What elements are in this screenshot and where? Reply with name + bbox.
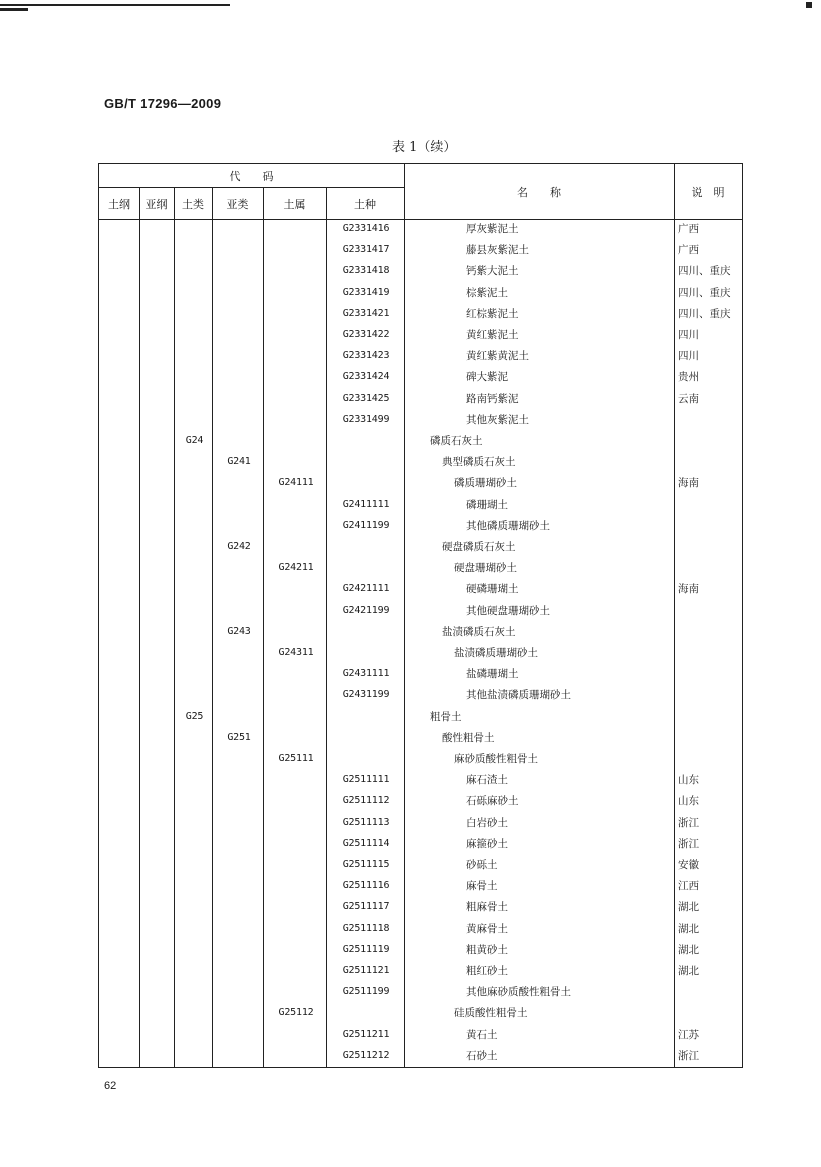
soil-name: 磷质珊瑚砂土	[454, 477, 517, 490]
soil-name: 硬盘磷质石灰土	[442, 541, 516, 553]
soil-name: 粗红砂土	[466, 965, 508, 977]
soil-code: G24	[185, 435, 204, 446]
column-header-tushu: 土属	[283, 198, 306, 211]
soil-name: 酸性粗骨土	[442, 731, 495, 744]
soil-code: G25111	[278, 753, 314, 764]
soil-name: 磷质石灰土	[430, 435, 483, 447]
soil-code: G25	[185, 710, 204, 722]
soil-name: 硬盘珊瑚砂土	[454, 562, 517, 575]
soil-code: G2421199	[342, 604, 390, 616]
soil-name: 黄石土	[466, 1028, 498, 1041]
soil-code: G2331425	[342, 392, 390, 404]
soil-code: G2331419	[342, 286, 390, 298]
soil-code: G241	[227, 456, 251, 468]
region-note: 湖北	[678, 965, 699, 977]
soil-code: G2511111	[342, 774, 390, 786]
soil-name: 盐渍磷质珊瑚砂土	[454, 647, 538, 659]
soil-name: 麻石渣土	[466, 774, 508, 787]
soil-name: 其他盐渍磷质珊瑚砂土	[466, 689, 571, 702]
region-note: 四川、重庆	[678, 265, 731, 278]
region-note: 四川	[678, 350, 699, 363]
column-header-tuzhong: 土种	[354, 198, 376, 211]
region-note: 海南	[678, 583, 699, 596]
soil-code: G242	[227, 541, 251, 552]
soil-name: 麻箍砂土	[466, 837, 508, 850]
soil-name: 厚灰紫泥土	[466, 223, 519, 235]
soil-name: 硬磷珊瑚土	[466, 583, 519, 596]
soil-name: 红棕紫泥土	[466, 307, 519, 320]
soil-name: 石砾麻砂土	[466, 795, 519, 808]
code-group-header: 代 码	[229, 170, 274, 183]
column-line	[404, 164, 405, 1067]
region-note: 浙江	[678, 1049, 699, 1062]
soil-code: G2411111	[342, 498, 390, 510]
region-note: 湖北	[678, 901, 699, 914]
soil-code: G2511121	[342, 965, 390, 976]
region-note: 江苏	[678, 1028, 699, 1041]
column-header-tugang: 土纲	[108, 198, 130, 211]
region-note: 安徽	[678, 859, 699, 871]
soil-code: G2431111	[342, 668, 390, 680]
soil-code: G2431199	[342, 689, 390, 701]
soil-name: 黄麻骨土	[466, 922, 508, 935]
region-note: 湖北	[678, 922, 699, 935]
soil-name: 粗麻骨土	[466, 901, 508, 914]
region-note: 贵州	[678, 371, 699, 384]
soil-name: 粗骨土	[430, 710, 462, 723]
soil-code: G2511114	[342, 837, 390, 849]
classification-table	[98, 163, 743, 1068]
soil-code: G2511112	[342, 795, 390, 807]
soil-name: 钙紫大泥土	[466, 265, 519, 278]
region-note: 江西	[678, 880, 699, 893]
soil-code: G2331423	[342, 350, 390, 362]
region-note: 山东	[678, 795, 699, 808]
standard-code: GB/T 17296—2009	[104, 96, 222, 111]
region-note: 浙江	[678, 837, 699, 850]
soil-name: 藤县灰紫泥土	[466, 244, 529, 257]
soil-code: G243	[227, 625, 251, 637]
soil-name: 砂砾土	[466, 859, 498, 871]
soil-code: G2511199	[342, 986, 390, 998]
region-note: 浙江	[678, 816, 699, 829]
soil-name: 其他硬盘珊瑚砂土	[466, 604, 550, 617]
soil-name: 棕紫泥土	[466, 286, 508, 299]
soil-code: G2511118	[342, 922, 390, 934]
soil-name: 其他灰紫泥土	[466, 413, 529, 426]
soil-name: 白岩砂土	[466, 816, 508, 829]
soil-name: 硅质酸性粗骨土	[454, 1007, 528, 1020]
soil-code: G24211	[278, 562, 314, 574]
scan-edge-mark	[806, 2, 812, 8]
column-line	[674, 164, 675, 1067]
column-header-tulei: 土类	[182, 198, 204, 211]
soil-code: G2511116	[342, 880, 390, 892]
region-note: 广西	[678, 223, 699, 235]
soil-code: G2511212	[342, 1049, 390, 1061]
soil-code: G24111	[278, 477, 314, 489]
soil-name: 黄红紫泥土	[466, 329, 519, 341]
soil-code: G2331424	[342, 371, 390, 383]
column-line	[326, 187, 327, 1067]
note-header: 说 明	[691, 186, 725, 199]
name-header: 名 称	[517, 186, 561, 199]
scan-edge-mark	[0, 4, 230, 6]
region-note: 海南	[678, 477, 699, 490]
soil-code: G2511211	[342, 1028, 390, 1040]
soil-name: 路南钙紫泥	[466, 392, 519, 405]
soil-code: G2511119	[342, 943, 390, 955]
soil-name: 磷珊瑚土	[466, 498, 508, 511]
scan-edge-mark	[0, 8, 28, 11]
soil-name: 盐磷珊瑚土	[466, 668, 519, 681]
soil-code: G251	[227, 731, 251, 743]
column-line	[263, 187, 264, 1067]
soil-name: 盐渍磷质石灰土	[442, 625, 516, 638]
soil-code: G2331417	[342, 244, 390, 256]
soil-code: G2331422	[342, 329, 390, 340]
column-line	[174, 187, 175, 1067]
region-note: 四川、重庆	[678, 286, 731, 299]
header-divider	[99, 187, 404, 188]
soil-name: 石砂土	[466, 1049, 498, 1062]
soil-code: G2331418	[342, 265, 390, 277]
soil-name: 其他磷质珊瑚砂土	[466, 519, 550, 532]
table-caption: 表 1（续）	[392, 140, 457, 155]
soil-code: G24311	[278, 647, 314, 658]
soil-name: 麻骨土	[466, 880, 498, 893]
column-line	[139, 187, 140, 1067]
column-header-yalei: 亚类	[226, 198, 249, 211]
soil-name: 黄红紫黄泥土	[466, 350, 529, 363]
soil-name: 麻砂质酸性粗骨土	[454, 753, 538, 765]
soil-name: 典型磷质石灰土	[442, 456, 516, 469]
column-line	[212, 187, 213, 1067]
soil-name: 碑大紫泥	[466, 371, 508, 384]
soil-code: G2331416	[342, 223, 390, 234]
region-note: 湖北	[678, 943, 699, 956]
region-note: 四川、重庆	[678, 307, 731, 320]
page-number: 62	[104, 1080, 117, 1092]
soil-name: 其他麻砂质酸性粗骨土	[466, 986, 571, 999]
soil-code: G2331421	[342, 307, 390, 319]
soil-code: G2331499	[342, 413, 390, 425]
region-note: 广西	[678, 244, 699, 257]
column-header-yagang: 亚纲	[145, 198, 168, 211]
soil-code: G2511117	[342, 901, 390, 913]
soil-name: 粗黄砂土	[466, 943, 508, 956]
header-bottom-line	[99, 219, 742, 220]
region-note: 山东	[678, 774, 699, 787]
region-note: 云南	[678, 392, 699, 405]
soil-code: G2511115	[342, 859, 390, 870]
soil-code: G2511113	[342, 816, 390, 828]
soil-code: G2421111	[342, 583, 390, 595]
soil-code: G25112	[278, 1007, 314, 1019]
region-note: 四川	[678, 329, 699, 341]
soil-code: G2411199	[342, 519, 390, 531]
